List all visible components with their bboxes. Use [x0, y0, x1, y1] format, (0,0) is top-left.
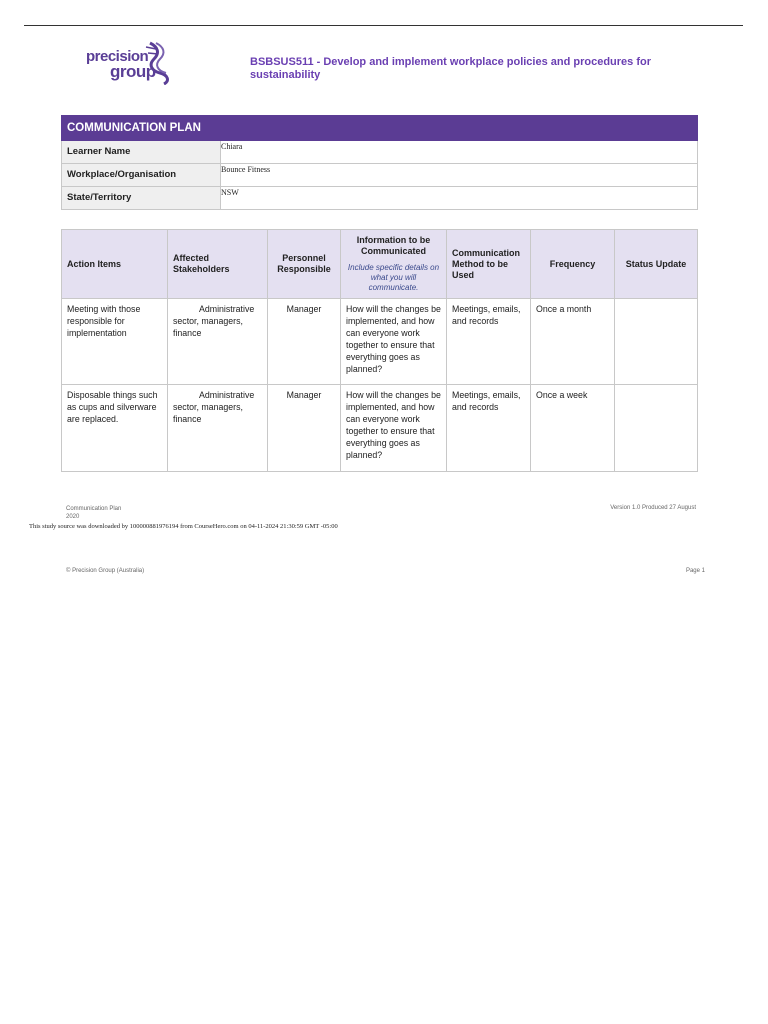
col-header-personnel: Personnel Responsible: [268, 230, 341, 299]
cell-stakeholders: Administrative sector, managers, finance: [168, 385, 268, 472]
col-header-method: Communication Method to be Used: [447, 230, 531, 299]
col-header-info-note: Include specific details on what you will communicate.: [347, 263, 440, 292]
cell-stakeholders: Administrative sector, managers, finance: [168, 299, 268, 385]
footer-copyright: © Precision Group (Australia): [66, 568, 145, 574]
col-header-info: [341, 230, 447, 299]
source-notice: This study source was downloaded by 100000881976194 from CourseHero.com on 04-11-2024 21:30:59 GMT -05:00: [29, 523, 338, 530]
col-header-action: Action Items: [62, 230, 168, 299]
cell-frequency: Once a month: [531, 299, 615, 385]
document-title: BSBSUS511 - Develop and implement workplace policies and procedures for sustainability: [250, 56, 652, 81]
col-header-status: Status Update: [615, 230, 698, 299]
plan-header-row: [62, 230, 698, 299]
col-header-info-label: Information to be Communicated: [356, 235, 431, 256]
logo-line-1: precision: [86, 48, 149, 65]
cell-status: [615, 385, 698, 472]
info-label: Learner Name: [62, 141, 221, 164]
cell-info: How will the changes be implemented, and how can everyone work together to ensure that everything goes as planned?: [341, 385, 447, 472]
footer-page-number: Page 1: [685, 568, 705, 574]
logo-swirl-icon: [144, 41, 174, 85]
footer-doc-name: Communication Plan: [66, 506, 122, 512]
info-row-state: [62, 187, 698, 210]
col-header-frequency: Frequency: [531, 230, 615, 299]
table-row: [62, 385, 698, 472]
communication-plan-header: COMMUNICATION PLAN: [62, 116, 698, 141]
info-label: State/Territory: [62, 187, 221, 210]
cell-personnel: Manager: [268, 299, 341, 385]
top-rule: [24, 25, 743, 26]
col-header-stakeholders: Affected Stakeholders: [168, 230, 268, 299]
communication-plan-table: [61, 229, 698, 472]
cell-info: How will the changes be implemented, and how can everyone work together to ensure that everything goes as planned?: [341, 299, 447, 385]
state-value: NSW: [221, 187, 698, 210]
workplace-value: Bounce Fitness: [221, 164, 698, 187]
cell-method: Meetings, emails, and records: [447, 299, 531, 385]
learner-info-table: [61, 115, 698, 210]
cell-frequency: Once a week: [531, 385, 615, 472]
cell-action: Meeting with those responsible for implementation: [62, 299, 168, 385]
info-label: Workplace/Organisation: [62, 164, 221, 187]
cell-personnel: Manager: [268, 385, 341, 472]
footer-version: Version 1.0 Produced 27 August: [610, 505, 696, 511]
footer-left: [66, 505, 121, 521]
logo-line-2: group: [110, 62, 156, 81]
learner-name-value: Chiara: [221, 141, 698, 164]
precision-group-logo: [86, 41, 176, 87]
cell-action: Disposable things such as cups and silverware are replaced.: [62, 385, 168, 472]
footer-year: 2020: [66, 514, 80, 520]
table-row: [62, 299, 698, 385]
info-row-workplace: [62, 164, 698, 187]
cell-status: [615, 299, 698, 385]
cell-method: Meetings, emails, and records: [447, 385, 531, 472]
info-row-learner: [62, 141, 698, 164]
